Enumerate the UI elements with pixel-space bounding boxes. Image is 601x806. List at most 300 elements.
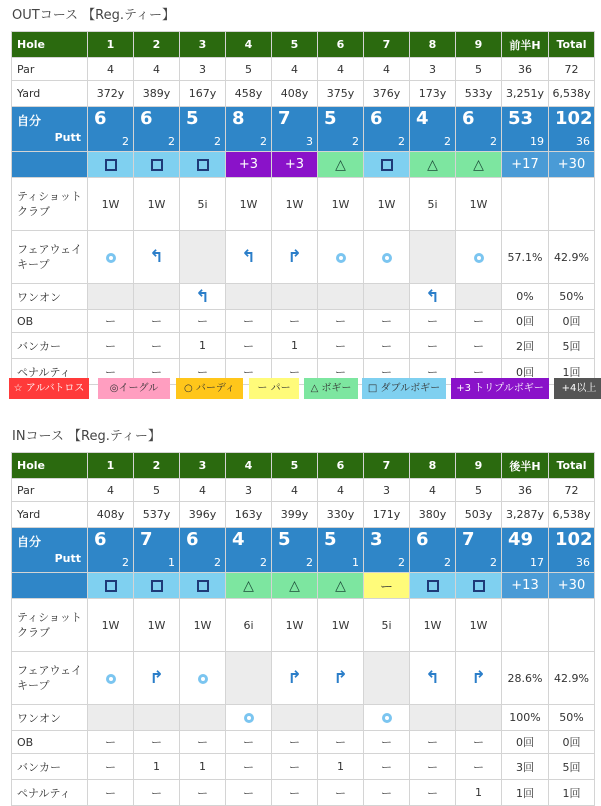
miss-right-icon: ↱ — [287, 668, 302, 688]
yard-row-cell: 171y — [364, 502, 410, 528]
tee-club-cell: 1W — [456, 178, 502, 231]
ob-row-half: 0回 — [502, 731, 549, 754]
strokes: 5 — [324, 108, 337, 129]
strokes: 6 — [416, 529, 429, 550]
par-row-cell: 3 — [226, 479, 272, 502]
result-mark — [318, 573, 364, 599]
strokes: 5 — [278, 529, 291, 550]
yard-row-total: 6,538y — [549, 81, 595, 107]
in-scorecard — [11, 452, 595, 806]
triple-bogey-mark: +3 — [284, 157, 305, 172]
hole-number: 1 — [88, 32, 134, 58]
yard-row-half: 3,287y — [502, 502, 549, 528]
one-on-row-cell — [88, 284, 134, 310]
fairway-row-half: 28.6% — [502, 652, 549, 705]
strokes: 7 — [462, 529, 475, 550]
legend-item: ☆ アルバトロス — [9, 378, 89, 399]
ob-row-cell: ー — [456, 310, 502, 333]
bunker-row-cell: 1 — [180, 333, 226, 359]
score-cell — [88, 107, 134, 152]
bunker-row-half: 3回 — [502, 754, 549, 780]
putts: 2 — [444, 135, 451, 148]
fairway-row-cell — [364, 652, 410, 705]
hole-number: 8 — [410, 453, 456, 479]
bunker-row-label: バンカー — [12, 333, 88, 359]
strokes: 7 — [278, 108, 291, 129]
bunker-row-cell: ー — [226, 333, 272, 359]
strokes: 3 — [370, 529, 383, 550]
ob-row-total: 0回 — [549, 731, 595, 754]
hole-number: 7 — [364, 32, 410, 58]
penalty-row-cell: ー — [364, 359, 410, 385]
bunker-row-cell: 1 — [180, 754, 226, 780]
fairway-row-label: フェアウェイキープ — [12, 652, 88, 705]
penalty-row-cell: ー — [134, 359, 180, 385]
tee-club-cell: 5i — [180, 178, 226, 231]
one-on-row-cell — [88, 705, 134, 731]
yard-row-half: 3,251y — [502, 81, 549, 107]
score-cell — [226, 107, 272, 152]
ob-row-cell: ー — [180, 310, 226, 333]
strokes: 7 — [140, 529, 153, 550]
one-on-row-cell — [226, 705, 272, 731]
putt-label: Putt — [54, 131, 81, 144]
one-on-row-cell — [134, 705, 180, 731]
score-cell — [410, 528, 456, 573]
bunker-row — [12, 754, 595, 780]
hole-number: 3 — [180, 32, 226, 58]
bunker-row-cell: ー — [88, 754, 134, 780]
double-bogey-icon — [105, 580, 117, 592]
par-row-cell: 4 — [410, 479, 456, 502]
header-row — [12, 32, 595, 58]
total-putts: 36 — [576, 556, 590, 569]
one-on-row-cell — [134, 284, 180, 310]
score-cell — [318, 107, 364, 152]
par-row-cell: 5 — [134, 479, 180, 502]
half-header: 後半H — [502, 453, 549, 479]
result-mark — [180, 573, 226, 599]
hit-icon — [244, 713, 254, 723]
hit-icon — [106, 253, 116, 263]
strokes: 6 — [94, 108, 107, 129]
miss-left-icon: ↰ — [241, 247, 256, 267]
hit-icon — [106, 674, 116, 684]
fairway-row-cell — [180, 652, 226, 705]
penalty-row-cell: ー — [318, 780, 364, 806]
par-row-cell: 3 — [180, 58, 226, 81]
miss-right-icon: ↱ — [149, 668, 164, 688]
fairway-row-cell — [134, 231, 180, 284]
player-label: 自分 — [17, 114, 42, 128]
double-bogey-icon — [151, 580, 163, 592]
yard-row-cell: 375y — [318, 81, 364, 107]
yard-row-cell: 173y — [410, 81, 456, 107]
one-on-row-cell — [272, 705, 318, 731]
putts: 2 — [490, 135, 497, 148]
in-course-title: INコース 【Reg.ティー】 — [12, 429, 161, 444]
result-mark — [410, 573, 456, 599]
ob-row-cell: ー — [364, 731, 410, 754]
strokes: 6 — [462, 108, 475, 129]
bunker-row-cell: ー — [134, 333, 180, 359]
putts: 2 — [168, 135, 175, 148]
fairway-row-total: 42.9% — [549, 652, 595, 705]
score-cell — [180, 528, 226, 573]
tee-club-row — [12, 599, 595, 652]
result-half: +17 — [502, 152, 549, 178]
double-bogey-icon — [197, 159, 209, 171]
legend-item: ◎イーグル — [98, 378, 170, 399]
header-row — [12, 453, 595, 479]
result-mark — [226, 573, 272, 599]
tee-club-cell: 5i — [410, 178, 456, 231]
one-on-row-total: 50% — [549, 705, 595, 731]
fairway-row — [12, 231, 595, 284]
yard-row-label: Yard — [12, 502, 88, 528]
putts: 2 — [214, 135, 221, 148]
yard-row-cell: 330y — [318, 502, 364, 528]
half-putts: 19 — [530, 135, 544, 148]
ob-row-cell: ー — [318, 310, 364, 333]
one-on-row-total: 50% — [549, 284, 595, 310]
score-cell — [456, 107, 502, 152]
result-label-cell — [12, 573, 88, 599]
ob-row-cell: ー — [456, 731, 502, 754]
hole-number: 9 — [456, 453, 502, 479]
par-row-cell: 5 — [456, 58, 502, 81]
result-mark — [88, 152, 134, 178]
score-row — [12, 107, 595, 152]
penalty-row-cell: ー — [134, 780, 180, 806]
yard-row-cell: 380y — [410, 502, 456, 528]
ob-row — [12, 310, 595, 333]
out-course-title: OUTコース 【Reg.ティー】 — [12, 8, 175, 23]
tee-club-cell: 1W — [456, 599, 502, 652]
fairway-row-cell — [180, 231, 226, 284]
putts: 2 — [306, 556, 313, 569]
putts: 2 — [490, 556, 497, 569]
penalty-row-cell: ー — [180, 359, 226, 385]
tee-club-cell: 1W — [88, 178, 134, 231]
one-on-row-cell — [364, 705, 410, 731]
strokes: 6 — [186, 529, 199, 550]
putts: 2 — [122, 135, 129, 148]
tee-club-label: ティショットクラブ — [12, 599, 88, 652]
fairway-row-cell — [410, 652, 456, 705]
result-mark — [364, 152, 410, 178]
one-on-row-cell — [456, 284, 502, 310]
hole-number: 4 — [226, 32, 272, 58]
hole-number: 8 — [410, 32, 456, 58]
ob-row-cell: ー — [88, 310, 134, 333]
one-on-row-half: 0% — [502, 284, 549, 310]
yard-row-cell: 372y — [88, 81, 134, 107]
bogey-icon: △ — [473, 156, 484, 173]
fairway-row-half: 57.1% — [502, 231, 549, 284]
strokes: 5 — [186, 108, 199, 129]
tee-club-cell: 1W — [272, 178, 318, 231]
strokes: 4 — [232, 529, 245, 550]
penalty-row-cell: ー — [456, 359, 502, 385]
bogey-icon: △ — [243, 577, 254, 594]
half-strokes: 49 — [508, 529, 534, 550]
one-on-row-half: 100% — [502, 705, 549, 731]
total-strokes: 102 — [555, 529, 593, 550]
double-bogey-icon — [473, 580, 485, 592]
par-row-cell: 4 — [318, 479, 364, 502]
result-mark — [272, 573, 318, 599]
fairway-row-cell — [456, 231, 502, 284]
yard-row-total: 6,538y — [549, 502, 595, 528]
ob-row-cell: ー — [364, 310, 410, 333]
putts: 3 — [306, 135, 313, 148]
bunker-row-label: バンカー — [12, 754, 88, 780]
total-header: Total — [549, 453, 595, 479]
par-row — [12, 479, 595, 502]
penalty-row — [12, 780, 595, 806]
fairway-row-cell — [88, 231, 134, 284]
bunker-row-cell: 1 — [272, 333, 318, 359]
half-score-cell — [502, 107, 549, 152]
hole-number: 5 — [272, 32, 318, 58]
ob-row-cell: ー — [226, 731, 272, 754]
one-on-row-cell — [180, 705, 226, 731]
penalty-row-cell: ー — [410, 359, 456, 385]
bunker-row-cell: ー — [456, 754, 502, 780]
bogey-icon: △ — [335, 156, 346, 173]
bunker-row-cell: ー — [364, 333, 410, 359]
one-on-row-cell — [410, 705, 456, 731]
fairway-row-cell — [88, 652, 134, 705]
hit-icon — [336, 253, 346, 263]
yard-row-cell: 376y — [364, 81, 410, 107]
hole-number: 3 — [180, 453, 226, 479]
one-on-row-cell — [226, 284, 272, 310]
putts: 2 — [398, 135, 405, 148]
hole-number: 6 — [318, 453, 364, 479]
one-on-row-cell — [318, 284, 364, 310]
bunker-row-total: 5回 — [549, 333, 595, 359]
par-row-total: 72 — [549, 58, 595, 81]
ob-row-cell: ー — [318, 731, 364, 754]
miss-left-icon: ↰ — [195, 286, 210, 307]
ob-row-cell: ー — [410, 310, 456, 333]
tee-club-cell: 1W — [180, 599, 226, 652]
one-on-row-cell — [272, 284, 318, 310]
par-row — [12, 58, 595, 81]
tee-club-cell: 1W — [272, 599, 318, 652]
yard-row-cell: 408y — [88, 502, 134, 528]
legend-item: +4以上 — [554, 378, 601, 399]
penalty-row-cell: ー — [410, 780, 456, 806]
par-row-cell: 3 — [364, 479, 410, 502]
hole-number: 2 — [134, 453, 180, 479]
fairway-row-cell — [364, 231, 410, 284]
penalty-row-half: 1回 — [502, 780, 549, 806]
score-cell — [272, 528, 318, 573]
double-bogey-icon — [427, 580, 439, 592]
yard-row-cell: 389y — [134, 81, 180, 107]
ob-row-cell: ー — [180, 731, 226, 754]
double-bogey-icon — [151, 159, 163, 171]
score-label-cell — [12, 107, 88, 152]
score-cell — [364, 107, 410, 152]
penalty-row-cell: ー — [272, 780, 318, 806]
par-row-cell: 5 — [226, 58, 272, 81]
half-header: 前半H — [502, 32, 549, 58]
bunker-row-total: 5回 — [549, 754, 595, 780]
par-row-cell: 4 — [134, 58, 180, 81]
total-score-cell — [549, 528, 595, 573]
score-cell — [88, 528, 134, 573]
legend-item: +3 トリプルボギー — [451, 378, 549, 399]
hole-number: 1 — [88, 453, 134, 479]
bunker-row-cell: ー — [410, 333, 456, 359]
putts: 2 — [444, 556, 451, 569]
putts: 1 — [168, 556, 175, 569]
triple-bogey-mark: +3 — [238, 157, 259, 172]
par-row-half: 36 — [502, 58, 549, 81]
yard-row-cell: 537y — [134, 502, 180, 528]
putts: 2 — [122, 556, 129, 569]
result-mark — [410, 152, 456, 178]
result-total: +30 — [549, 573, 595, 599]
legend-item: □ ダブルボギー — [362, 378, 446, 399]
miss-right-icon: ↱ — [471, 668, 486, 688]
bunker-row — [12, 333, 595, 359]
yard-row-cell: 163y — [226, 502, 272, 528]
hole-number: 4 — [226, 453, 272, 479]
score-cell — [410, 107, 456, 152]
par-row-cell: 4 — [88, 479, 134, 502]
putt-label: Putt — [54, 552, 81, 565]
yard-row — [12, 502, 595, 528]
tee-club-cell: 5i — [364, 599, 410, 652]
fairway-row-cell — [456, 652, 502, 705]
ob-row — [12, 731, 595, 754]
fairway-row-total: 42.9% — [549, 231, 595, 284]
par-row-cell: 3 — [410, 58, 456, 81]
score-cell — [180, 107, 226, 152]
result-label-cell — [12, 152, 88, 178]
total-strokes: 102 — [555, 108, 593, 129]
score-cell — [456, 528, 502, 573]
ob-row-cell: ー — [88, 731, 134, 754]
penalty-row-cell: ー — [180, 780, 226, 806]
hit-icon — [474, 253, 484, 263]
score-cell — [318, 528, 364, 573]
strokes: 6 — [370, 108, 383, 129]
bunker-row-cell: ー — [410, 754, 456, 780]
bunker-row-half: 2回 — [502, 333, 549, 359]
tee-club-half — [502, 178, 549, 231]
fairway-row-cell — [226, 652, 272, 705]
fairway-row-cell — [134, 652, 180, 705]
hole-number: 9 — [456, 32, 502, 58]
tee-club-cell: 1W — [226, 178, 272, 231]
miss-left-icon: ↰ — [425, 668, 440, 688]
result-half: +13 — [502, 573, 549, 599]
fairway-row-cell — [318, 231, 364, 284]
hole-number: 2 — [134, 32, 180, 58]
strokes: 6 — [94, 529, 107, 550]
double-bogey-icon — [197, 580, 209, 592]
putts: 2 — [260, 556, 267, 569]
ob-row-cell: ー — [134, 731, 180, 754]
penalty-row-cell: ー — [226, 780, 272, 806]
yard-row-cell: 408y — [272, 81, 318, 107]
ob-row-half: 0回 — [502, 310, 549, 333]
penalty-row-cell: ー — [226, 359, 272, 385]
bunker-row-cell: 1 — [134, 754, 180, 780]
par-row-total: 72 — [549, 479, 595, 502]
ob-row-label: OB — [12, 310, 88, 333]
tee-club-cell: 1W — [364, 178, 410, 231]
score-cell — [134, 528, 180, 573]
tee-club-total — [549, 178, 595, 231]
par-row-label: Par — [12, 479, 88, 502]
par-row-cell: 4 — [272, 479, 318, 502]
ob-row-label: OB — [12, 731, 88, 754]
penalty-row-cell: ー — [364, 780, 410, 806]
miss-left-icon: ↰ — [149, 247, 164, 267]
one-on-row-label: ワンオン — [12, 705, 88, 731]
bunker-row-cell: ー — [226, 754, 272, 780]
tee-club-cell: 1W — [88, 599, 134, 652]
penalty-row-label: ペナルティ — [12, 359, 88, 385]
tee-club-cell: 1W — [318, 599, 364, 652]
hit-icon — [198, 674, 208, 684]
result-mark — [318, 152, 364, 178]
bunker-row-cell: ー — [88, 333, 134, 359]
penalty-row-cell: ー — [88, 359, 134, 385]
fairway-row-label: フェアウェイキープ — [12, 231, 88, 284]
fairway-row — [12, 652, 595, 705]
legend-item: ○ バーディ — [176, 378, 243, 399]
yard-row-label: Yard — [12, 81, 88, 107]
yard-row-cell: 503y — [456, 502, 502, 528]
par-mark: ー — [379, 580, 393, 595]
fairway-row-cell — [272, 231, 318, 284]
half-putts: 17 — [530, 556, 544, 569]
result-row — [12, 573, 595, 599]
par-row-half: 36 — [502, 479, 549, 502]
score-label-cell — [12, 528, 88, 573]
legend-item: △ ボギー — [304, 378, 358, 399]
putts: 2 — [398, 556, 405, 569]
score-cell — [272, 107, 318, 152]
fairway-row-cell — [272, 652, 318, 705]
one-on-row-cell — [410, 284, 456, 310]
total-putts: 36 — [576, 135, 590, 148]
yard-row — [12, 81, 595, 107]
bunker-row-cell: ー — [272, 754, 318, 780]
one-on-row — [12, 705, 595, 731]
result-mark — [364, 573, 410, 599]
strokes: 5 — [324, 529, 337, 550]
putts: 2 — [214, 556, 221, 569]
result-mark — [134, 573, 180, 599]
half-score-cell — [502, 528, 549, 573]
result-mark — [456, 152, 502, 178]
double-bogey-icon — [105, 159, 117, 171]
result-mark — [88, 573, 134, 599]
strokes: 8 — [232, 108, 245, 129]
par-row-cell: 4 — [364, 58, 410, 81]
ob-row-total: 0回 — [549, 310, 595, 333]
bunker-row-cell: 1 — [318, 754, 364, 780]
